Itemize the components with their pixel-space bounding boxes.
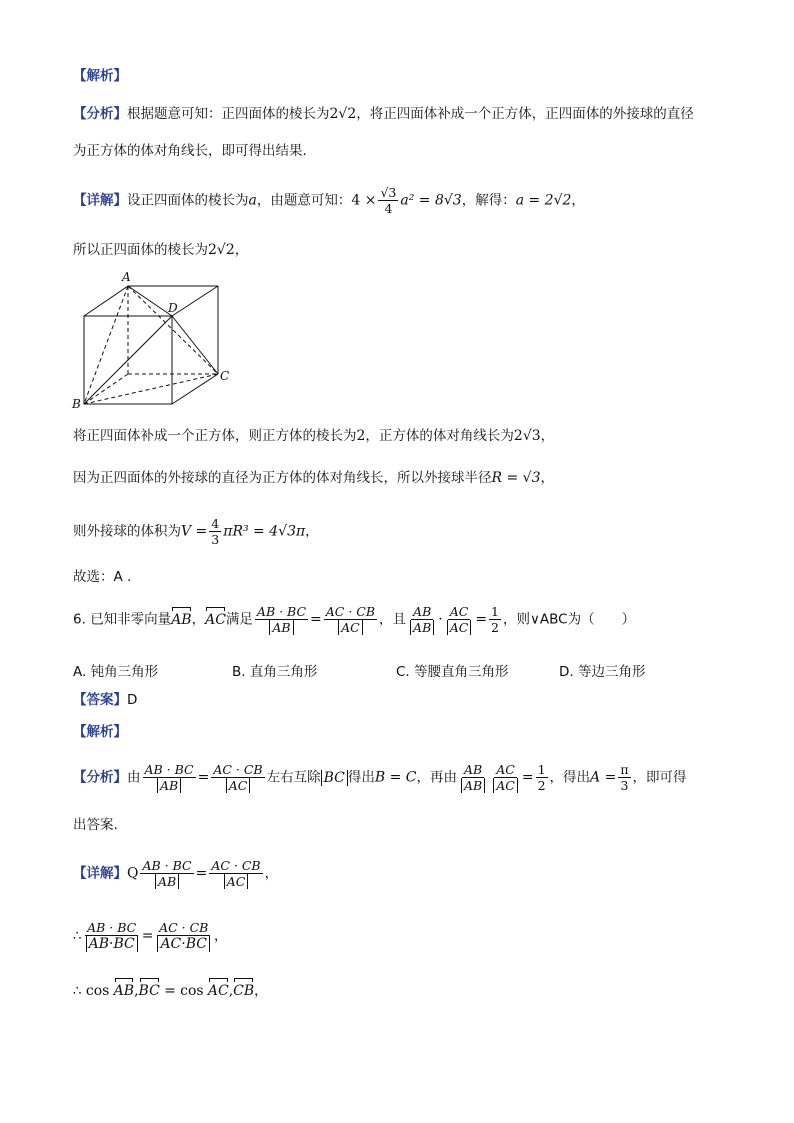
fraction-pi-over-3: $\frac{\pi}{3}$: [620, 762, 629, 793]
analysis2-text-4: ，再由: [416, 769, 458, 786]
analysis2-line-2: [73, 815, 118, 835]
fraction-cos-acb: $\frac{AC \cdot CB}{AC\cdot BC}$: [159, 920, 209, 952]
step2-line: [73, 920, 227, 952]
cube-edge-text: 将正四面体补成一个正方体，则正方体的棱长为: [73, 428, 357, 444]
analysis-line-1: [73, 104, 694, 124]
comma: ，: [264, 865, 279, 882]
answer-line: [73, 690, 137, 710]
analysis-label-2: 【解析】: [73, 724, 127, 740]
a-result: a = 2√2: [515, 192, 572, 209]
var-a: a: [248, 192, 257, 209]
answer-value: D: [127, 692, 138, 708]
therefore-symbol: ∴: [73, 928, 82, 944]
equals: =: [195, 865, 208, 882]
analysis2-text-1: 由: [127, 769, 141, 786]
comma: ，: [305, 523, 319, 540]
cos-2: cos: [180, 983, 204, 999]
cube-diag-value: 2√3: [513, 428, 541, 444]
analysis-edge-value: 2√2: [329, 106, 357, 122]
fraction-unit-ac: $\frac{AC}{AC}$: [445, 604, 474, 635]
comma: ，: [540, 470, 554, 486]
volume-v: V =: [181, 523, 208, 540]
tetra-edge-dc: [172, 316, 218, 374]
area-equation: a² = 8√3: [400, 192, 462, 209]
volume-line: [73, 516, 319, 547]
answer-tag: 【答案】: [73, 692, 127, 708]
dot: ·: [438, 611, 443, 628]
fraction-4-over-3: $\frac{4}{3}$: [211, 516, 220, 547]
detail-text-1: 设正四面体的棱长为: [127, 192, 249, 209]
tetra-edge-ac: [128, 286, 218, 374]
detail-tag: 【详解】: [73, 192, 127, 209]
analysis2-text-6: ，即可得: [632, 769, 687, 786]
detail2-tag: 【详解】: [73, 865, 127, 882]
analysis2-text-3: 得出: [347, 769, 375, 786]
radius-value: R = √3: [491, 470, 541, 486]
fraction-ac-cb-2: $\frac{AC \cdot CB}{AC}$: [213, 762, 263, 793]
equals: =: [197, 769, 210, 786]
vertex-label-b: B: [72, 397, 81, 411]
option-c[interactable]: C. 等腰直角三角形: [396, 664, 509, 680]
equals: =: [475, 611, 488, 628]
fraction-sqrt3-over-4: $\frac{√3}{4}$: [380, 185, 397, 216]
edge-length-line: [73, 240, 248, 260]
vector-ac: AC: [208, 976, 229, 1001]
vertex-label-d: D: [168, 301, 178, 315]
detail2-line: [73, 858, 278, 889]
radius-line: [73, 468, 554, 488]
equals: =: [310, 611, 322, 628]
fraction-ab-bc-2: $\frac{AB \cdot BC}{AB}$: [144, 762, 194, 793]
tetra-edge-ad: [128, 286, 172, 316]
choose-line: [73, 567, 131, 587]
vector-ac: AC: [205, 605, 226, 630]
abs-bc: BC: [321, 770, 348, 786]
comma: ，: [234, 242, 249, 258]
comma: ，: [540, 428, 555, 444]
analysis2-text-7: 出答案.: [73, 817, 118, 833]
cube-diag-text: ，正方体的体对角线长为: [365, 428, 514, 444]
analysis-label: 【解析】: [73, 68, 127, 84]
a-eq: A =: [590, 769, 617, 786]
vector-bc: BC: [139, 976, 160, 1001]
comma: ，: [213, 928, 228, 944]
vector-cb: CB: [233, 976, 254, 1001]
fraction-unit-ab: $\frac{AB}{AB}$: [408, 604, 436, 635]
section-heading-analysis-2: [73, 722, 127, 742]
cos-1: cos: [85, 983, 110, 999]
comma: ，: [571, 192, 585, 209]
cube-bottom-right-edge: [172, 374, 218, 404]
edge-length-text: 所以正四面体的棱长为: [73, 242, 208, 258]
analysis-text-1: 根据题意可知：正四面体的棱长为: [127, 106, 330, 122]
question-6: [73, 604, 635, 635]
volume-value: πR³ = 4√3π: [223, 523, 306, 540]
fraction-cos-abc: $\frac{AB \cdot BC}{AB\cdot BC}$: [87, 920, 137, 952]
fraction-ab-bc: $\frac{AB \cdot BC}{AB}$: [256, 604, 307, 635]
analysis-text-2: ，将正四面体补成一个正方体，正四面体的外接球的直径: [356, 106, 694, 122]
analysis-text-3: 为正方体的体对角线长，即可得出结果.: [73, 143, 307, 159]
question-text-4: ，则∨ABC为（ ）: [503, 611, 636, 628]
option-b[interactable]: B. 直角三角形: [232, 664, 318, 680]
radius-text: 因为正四面体的外接球的直径为正方体的体对角线长，所以外接球半径: [73, 470, 492, 486]
fraction-ac-cb: $\frac{AC \cdot CB}{AC}$: [325, 604, 376, 635]
fraction-one-half-2: $\frac{1}{2}$: [537, 762, 546, 793]
cube-edge-line: [73, 426, 554, 446]
vertex-label-a: A: [122, 270, 131, 284]
analysis-tag: 【分析】: [73, 106, 127, 122]
tetra-edge-bc: [84, 374, 218, 404]
fraction-unit-ac-2: $\frac{AC}{AC}$: [491, 762, 520, 793]
vector-ab: AB: [171, 605, 191, 630]
comma: ，: [191, 611, 206, 628]
detail-text-3: ，解得：: [461, 192, 516, 209]
analysis2-tag: 【分析】: [73, 769, 127, 786]
equals: =: [141, 928, 154, 944]
option-d[interactable]: D. 等边三角形: [559, 664, 646, 680]
choose-text: 故选：A .: [73, 569, 132, 585]
fraction-ab-bc-3: $\frac{AB \cdot BC}{AB}$: [142, 858, 192, 889]
question-text-1: 已知非零向量: [90, 611, 172, 628]
volume-text: 则外接球的体积为: [73, 523, 181, 540]
analysis2-line: 【分析】由 $\frac{AB \cdot BC}{AB}$ = $\frac{AC \cdot CB}{AC}$ 左右互除 BC 得出B = C，再由 $\frac{AB}{AB}$ $\frac{AC}{AC}$ = $\frac{1}{2}$ ，得出A = $\frac{\pi}{3}$ ，即可得: [73, 762, 687, 793]
cube-tetrahedron-figure: [68, 268, 238, 413]
tetra-edge-ab: [84, 286, 128, 404]
comma: ，: [254, 983, 268, 999]
cube-top-right-edge: [172, 286, 218, 316]
question-text-3: ，且: [379, 611, 407, 628]
section-heading-analysis: [73, 66, 127, 86]
detail-line-1: [73, 185, 585, 216]
therefore-symbol: ∴: [73, 983, 82, 999]
cube-edge-value: 2: [356, 428, 366, 444]
question-number: 6.: [73, 611, 86, 628]
b-eq-c: B = C: [374, 769, 417, 786]
analysis-line-2: [73, 141, 307, 161]
vertex-label-c: C: [220, 369, 230, 383]
analysis2-text-2: 左右互除: [266, 769, 321, 786]
edge-length-value: 2√2: [208, 242, 235, 258]
option-a[interactable]: A. 钝角三角形: [73, 664, 159, 680]
equals: =: [164, 983, 176, 999]
cube-top-left-edge: [84, 286, 128, 316]
fraction-one-half: $\frac{1}{2}$: [491, 604, 499, 635]
analysis2-text-5: ，得出: [549, 769, 591, 786]
fraction-ac-cb-3: $\frac{AC \cdot CB}{AC}$: [211, 858, 261, 889]
step3-line: ∴ cos AB,BC = cos AC,CB，: [73, 976, 268, 1001]
question-text-2: 满足: [225, 611, 253, 628]
because-symbol: Q: [127, 865, 139, 882]
vector-ab: AB: [114, 976, 134, 1001]
coef-4: 4 ×: [351, 192, 377, 209]
fraction-unit-ab-2: $\frac{AB}{AB}$: [459, 762, 487, 793]
detail-text-2: ，由题意可知：: [256, 192, 352, 209]
